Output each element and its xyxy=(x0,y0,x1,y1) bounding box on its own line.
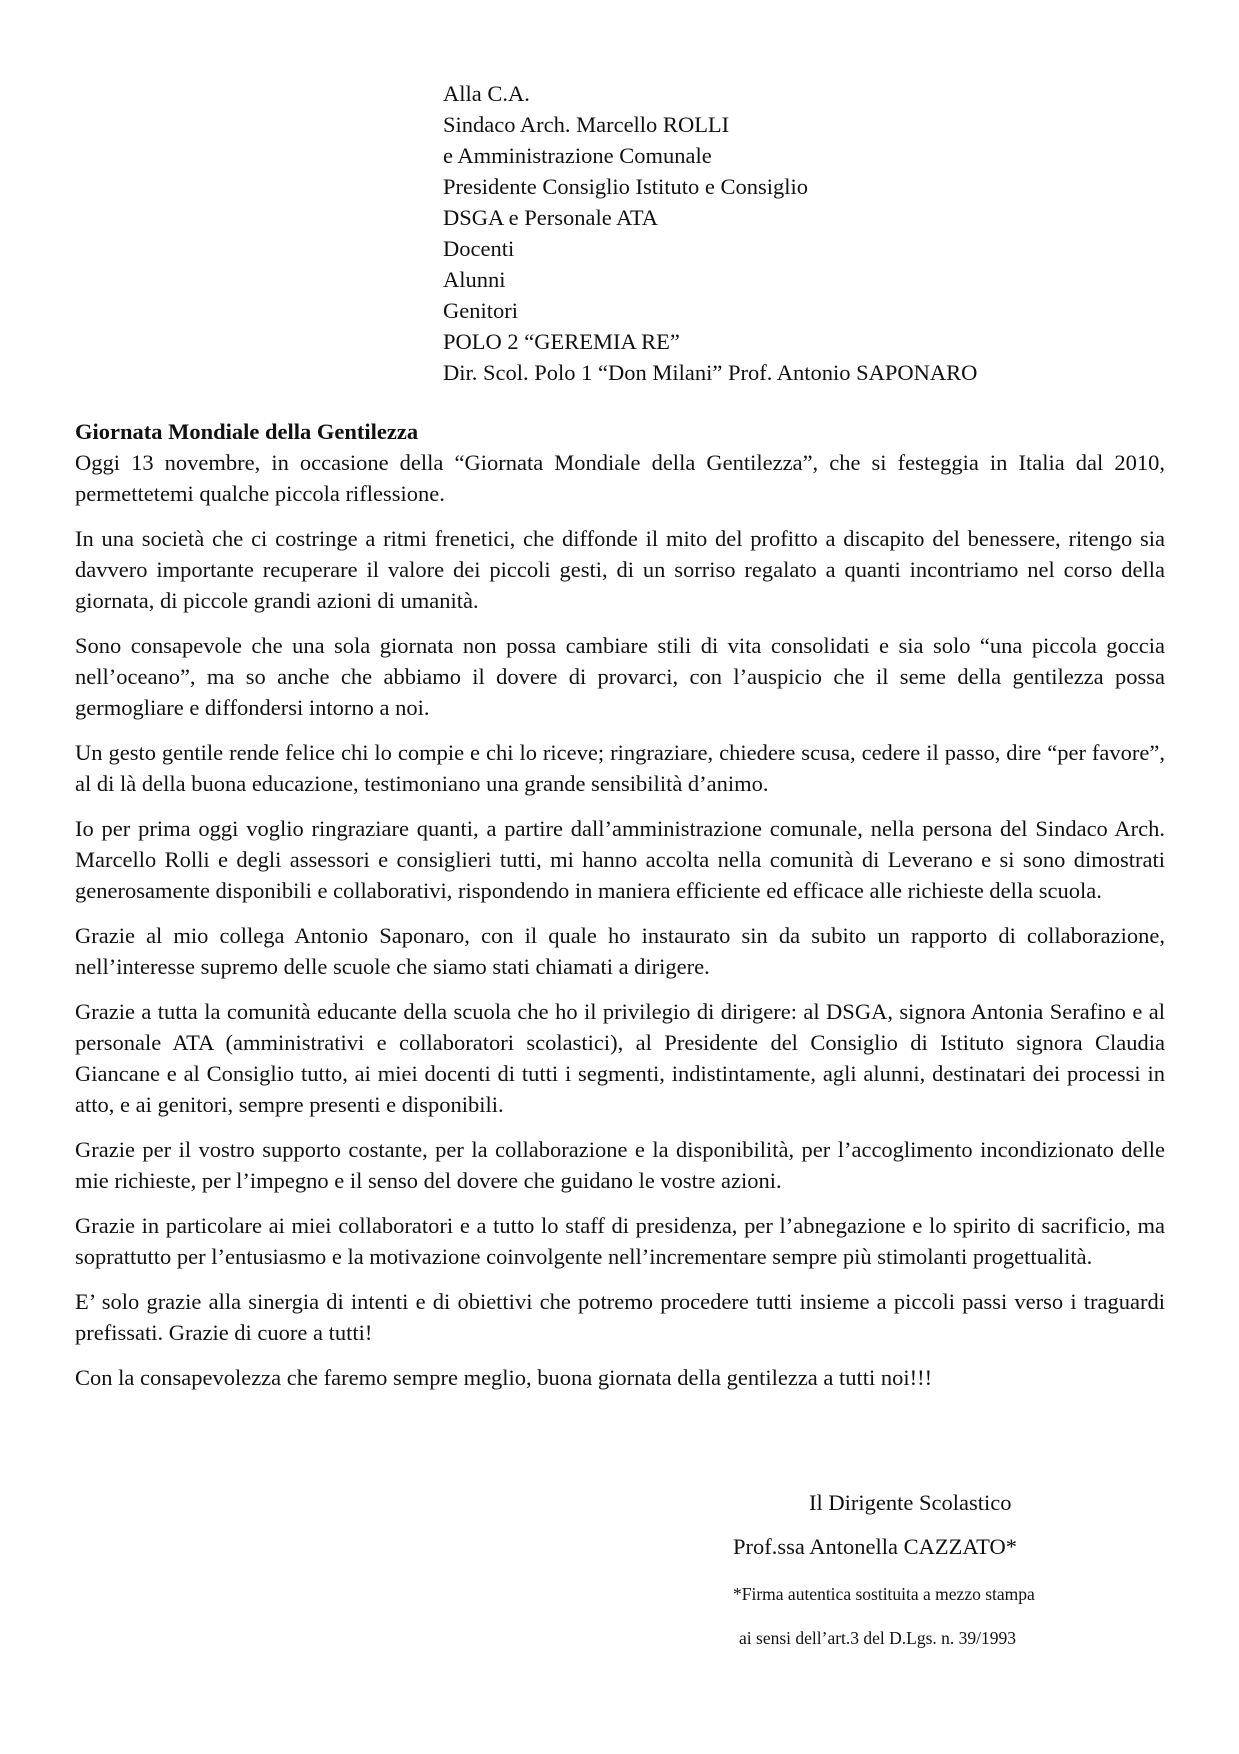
signer-role: Il Dirigente Scolastico xyxy=(809,1490,1012,1515)
paragraph: Grazie a tutta la comunità educante della scuola che ho il privilegio di dirigere: al DSGA, signora Antonia Serafino e al personale ATA (amministrativi e collaboratori scolastici), al Presidente del Consiglio di Istituto signora Claudia Giancane e al Consiglio tutto, ai miei docenti di tutti i segmenti, indistintamente, agli alunni, destinatari dei processi in atto, e ai genitori, sempre presenti e disponibili. xyxy=(75,999,1165,1117)
paragraph: Grazie per il vostro supporto costante, per la collaborazione e la disponibilità, per l’accoglimento incondizionato delle mie richieste, per l’impegno e il senso del dovere che guidano le vostre azioni. xyxy=(75,1137,1165,1193)
signer-name: Prof.ssa Antonella CAZZATO* xyxy=(733,1534,1017,1559)
recipient-line: Sindaco Arch. Marcello ROLLI xyxy=(443,112,730,137)
paragraph: In una società che ci costringe a ritmi frenetici, che diffonde il mito del profitto a discapito del benessere, ritengo sia davvero importante recuperare il valore dei piccoli gesti, di un sorriso regalato a quanti incontriamo nel corso della giornata, di piccole grandi azioni di umanità. xyxy=(75,526,1165,613)
paragraph: Con la consapevolezza che faremo sempre meglio, buona giornata della gentilezza a tutti noi!!! xyxy=(75,1365,933,1390)
recipient-line: Alla C.A. xyxy=(443,81,530,106)
recipient-line: Docenti xyxy=(443,236,515,261)
paragraph: Oggi 13 novembre, in occasione della “Giornata Mondiale della Gentilezza”, che si festeggia in Italia dal 2010, permettetemi qualche piccola riflessione. xyxy=(75,450,1165,506)
paragraph: Grazie al mio collega Antonio Saponaro, con il quale ho instaurato sin da subito un rapporto di collaborazione, nell’interesse supremo delle scuole che siamo stati chiamati a dirigere. xyxy=(75,923,1165,979)
recipients-block xyxy=(443,78,977,388)
paragraph: Un gesto gentile rende felice chi lo compie e chi lo riceve; ringraziare, chiedere scusa, cedere il passo, dire “per favore”, al di là della buona educazione, testimoniano una grande sensibilità d’animo. xyxy=(75,740,1165,796)
recipient-line: DSGA e Personale ATA xyxy=(443,205,659,230)
letter-heading: Giornata Mondiale della Gentilezza xyxy=(75,419,419,444)
recipient-line: Presidente Consiglio Istituto e Consiglio xyxy=(443,174,808,199)
paragraph: E’ solo grazie alla sinergia di intenti e di obiettivi che potremo procedere tutti insieme a piccoli passi verso i traguardi prefissati. Grazie di cuore a tutti! xyxy=(75,1289,1165,1345)
paragraph: Grazie in particolare ai miei collaboratori e a tutto lo staff di presidenza, per l’abnegazione e lo spirito di sacrificio, ma soprattutto per l’entusiasmo e la motivazione coinvolgente nell’incrementare sempre più stimolanti progettualità. xyxy=(75,1213,1165,1269)
paragraph: Io per prima oggi voglio ringraziare quanti, a partire dall’amministrazione comunale, nella persona del Sindaco Arch. Marcello Rolli e degli assessori e consiglieri tutti, mi hanno accolta nella comunità di Leverano e si sono dimostrati generosamente disponibili e collaborativi, rispondendo in maniera efficiente ed efficace alle richieste della scuola. xyxy=(75,816,1165,903)
paragraph: Sono consapevole che una sola giornata non possa cambiare stili di vita consolidati e sia solo “una piccola goccia nell’oceano”, ma so anche che abbiamo il dovere di provarci, con l’auspicio che il seme della gentilezza possa germogliare e diffondersi intorno a noi. xyxy=(75,633,1165,720)
recipient-line: POLO 2 “GEREMIA RE” xyxy=(443,329,680,354)
signature-note: *Firma autentica sostituita a mezzo stampa xyxy=(733,1584,1035,1604)
recipient-line: e Amministrazione Comunale xyxy=(443,143,712,168)
recipient-line: Genitori xyxy=(443,298,518,323)
signature-note-legal: ai sensi dell’art.3 del D.Lgs. n. 39/1993 xyxy=(739,1628,1017,1648)
recipient-line: Alunni xyxy=(443,267,506,292)
letter-body xyxy=(75,416,1165,1407)
recipient-line: Dir. Scol. Polo 1 “Don Milani” Prof. Antonio SAPONARO xyxy=(443,360,978,385)
